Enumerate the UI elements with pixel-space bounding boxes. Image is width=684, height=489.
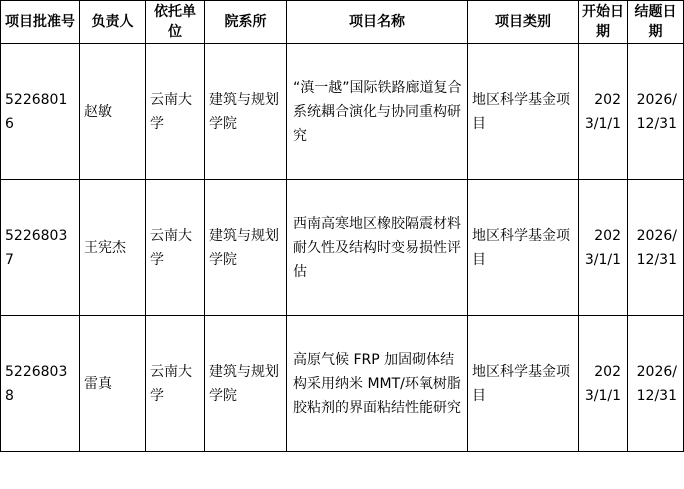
project-type-cell: 地区科学基金项目 — [468, 316, 579, 452]
end-date-cell: 2026/12/31 — [628, 44, 684, 180]
header-principal-investigator: 负责人 — [80, 1, 146, 44]
project-type-cell: 地区科学基金项目 — [468, 44, 579, 180]
host-institution-cell: 云南大学 — [146, 316, 205, 452]
start-date-cell: 2023/1/1 — [579, 180, 628, 316]
table-row — [1, 180, 684, 316]
project-id-cell: 52268016 — [1, 44, 80, 180]
project-type-cell: 地区科学基金项目 — [468, 180, 579, 316]
start-date-cell: 2023/1/1 — [579, 316, 628, 452]
department-cell: 建筑与规划学院 — [205, 316, 287, 452]
host-institution-cell: 云南大学 — [146, 180, 205, 316]
header-host-institution: 依托单位 — [146, 1, 205, 44]
header-start-date: 开始日期 — [579, 1, 628, 44]
department-cell: 建筑与规划学院 — [205, 44, 287, 180]
project-id-cell: 52268038 — [1, 316, 80, 452]
table-row — [1, 44, 684, 180]
project-name-cell: “滇一越”国际铁路廊道复合系统耦合演化与协同重构研究 — [287, 44, 468, 180]
department-cell: 建筑与规划学院 — [205, 180, 287, 316]
principal-investigator-cell: 雷真 — [80, 316, 146, 452]
project-id-cell: 52268037 — [1, 180, 80, 316]
header-end-date: 结题日期 — [628, 1, 684, 44]
table-row — [1, 316, 684, 452]
header-project-id: 项目批准号 — [1, 1, 80, 44]
principal-investigator-cell: 赵敏 — [80, 44, 146, 180]
header-project-name: 项目名称 — [287, 1, 468, 44]
principal-investigator-cell: 王宪杰 — [80, 180, 146, 316]
end-date-cell: 2026/12/31 — [628, 316, 684, 452]
project-name-cell: 西南高寒地区橡胶隔震材料耐久性及结构时变易损性评估 — [287, 180, 468, 316]
project-name-cell: 高原气候 FRP 加固砌体结构采用纳米 MMT/环氧树脂胶粘剂的界面粘结性能研究 — [287, 316, 468, 452]
table-header-row — [1, 1, 684, 44]
host-institution-cell: 云南大学 — [146, 44, 205, 180]
end-date-cell: 2026/12/31 — [628, 180, 684, 316]
start-date-cell: 2023/1/1 — [579, 44, 628, 180]
header-department: 院系所 — [205, 1, 287, 44]
header-project-type: 项目类别 — [468, 1, 579, 44]
